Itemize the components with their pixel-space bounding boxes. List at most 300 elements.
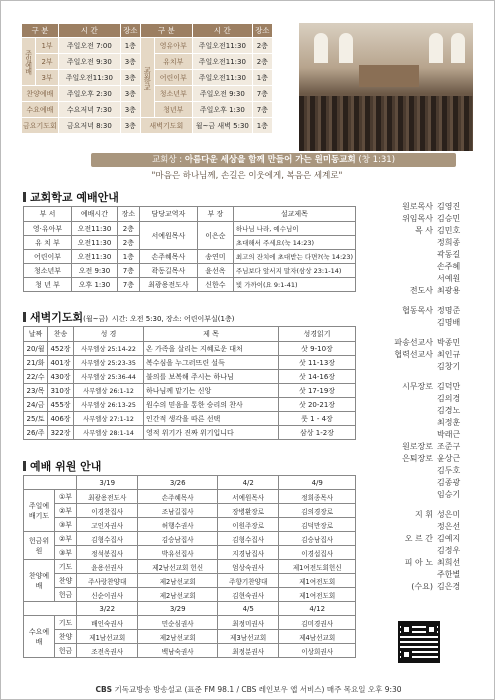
date-row xyxy=(24,476,356,490)
table-cell: 조전옥권사 xyxy=(77,644,138,658)
table-cell: 24/금 xyxy=(24,398,48,412)
table-cell: 정석봉집사 xyxy=(77,546,138,560)
column-header: 성경읽기 xyxy=(279,327,356,342)
staff-row xyxy=(367,285,460,297)
staff-role xyxy=(367,261,437,273)
table-cell: 서예원목사 xyxy=(139,222,197,250)
staff-name: 최광용 xyxy=(437,286,461,295)
table-cell: 사무엘상 25:14-22 xyxy=(74,342,144,356)
table-row xyxy=(24,426,356,440)
staff-name: 김영진 xyxy=(437,202,461,211)
staff-row xyxy=(367,489,460,501)
table-cell: 최고의 잔치에 초대받는 다면?(눅 14:23) xyxy=(233,250,355,264)
staff-role xyxy=(367,237,437,249)
staff-name: 서예원 xyxy=(437,274,461,283)
service-label: 찬양예배 xyxy=(22,86,59,102)
staff-row xyxy=(367,225,460,237)
staff-name: 김종광 xyxy=(437,478,461,487)
table-cell: 김형수집사 xyxy=(217,532,278,546)
sanctuary-photo xyxy=(299,23,473,151)
header-time-2: 시 간 xyxy=(192,24,252,38)
staff-row xyxy=(367,405,460,417)
table-cell: 오후 1:30 xyxy=(71,278,117,292)
table-row xyxy=(24,616,356,630)
table-cell: 김덕만장로 xyxy=(279,518,356,532)
table-cell: 사무엘상 28:1-14 xyxy=(74,426,144,440)
staff-name: 김창기 xyxy=(437,362,461,371)
table-cell: 제1여전도회헌신 xyxy=(279,560,356,574)
staff-row xyxy=(367,201,460,213)
table-cell: 곽동길목사 xyxy=(139,264,197,278)
staff-role xyxy=(367,569,437,581)
table-cell: 지경남집사 xyxy=(217,546,278,560)
staff-row xyxy=(367,557,460,569)
staff-name: 김의경 xyxy=(437,394,461,403)
table-cell: 삿 17-19장 xyxy=(279,384,356,398)
staff-row xyxy=(367,521,460,533)
service-place: 1층 xyxy=(252,118,272,134)
staff-role: 파송선교사 xyxy=(394,338,433,347)
table-cell: 제2남선교회 xyxy=(138,588,218,602)
group-label: 찬양예배 xyxy=(24,560,55,602)
empty-cell xyxy=(24,602,77,616)
table-cell: 삿 11-13장 xyxy=(279,356,356,370)
date-cell: 4/12 xyxy=(279,602,356,616)
staff-name: 김명배 xyxy=(437,318,461,327)
table-cell: 배인숙권사 xyxy=(77,616,138,630)
table-cell: 손주혜목사 xyxy=(138,490,218,504)
staff-row xyxy=(367,381,460,393)
service-label: 수요예배 xyxy=(22,102,59,118)
table-cell: 온 가족을 살리는 지혜로운 대처 xyxy=(144,342,279,356)
staff-row xyxy=(367,349,460,361)
staff-name: 손주혜 xyxy=(437,262,461,271)
staff-name: 임승기 xyxy=(437,490,461,499)
table-cell: 이상희권사 xyxy=(279,644,356,658)
staff-row xyxy=(367,373,460,381)
table-cell: 2층 xyxy=(117,222,139,236)
service-time: 금요저녁 8:30 xyxy=(58,118,120,134)
service-label: 청년부 xyxy=(154,102,192,118)
table-cell: 제2남선교회 헌신 xyxy=(138,560,218,574)
table-cell: 빛 가까이(요 9:1-41) xyxy=(233,278,355,292)
table-cell: 최광용전도사 xyxy=(77,490,138,504)
header-place-2: 장소 xyxy=(252,24,272,38)
table-cell: 제2남선교회 xyxy=(138,574,218,588)
group-label: 주일예배 xyxy=(22,38,36,86)
table-cell: 이경섭집사 xyxy=(279,546,356,560)
service-place: 3층 xyxy=(120,118,140,134)
header-place: 장소 xyxy=(120,24,140,38)
staff-role: 지 휘 xyxy=(415,510,433,519)
service-time: 주일오후 2:30 xyxy=(58,86,120,102)
table-cell: 310장 xyxy=(48,384,74,398)
table-cell: 사무엘상 26:13-25 xyxy=(74,398,144,412)
date-row xyxy=(24,602,356,616)
service-time: 주일오전11:30 xyxy=(58,70,120,86)
staff-row xyxy=(367,429,460,441)
staff-row xyxy=(367,237,460,249)
table-cell: 삿 9-10장 xyxy=(279,342,356,356)
table-cell: 455장 xyxy=(48,398,74,412)
staff-row xyxy=(367,273,460,285)
table-row xyxy=(24,546,356,560)
table-cell: 윤선옥 xyxy=(197,264,233,278)
staff-role: 시무장로 xyxy=(402,382,433,391)
table-cell: 조남길집사 xyxy=(138,504,218,518)
staff-name: 정희종 xyxy=(437,238,461,247)
table-cell: 송연미 xyxy=(197,250,233,264)
staff-row xyxy=(367,477,460,489)
staff-role xyxy=(367,501,437,509)
table-cell: 영·유아부 xyxy=(24,222,72,236)
motto-text: 아름다운 세상을 함께 만들어 가는 원미동교회 xyxy=(184,155,356,165)
service-place: 3층 xyxy=(120,102,140,118)
staff-role xyxy=(367,273,437,285)
staff-name: 박래근 xyxy=(437,430,461,439)
table-cell: 삼상 1-2장 xyxy=(279,426,356,440)
service-time: 주일오전11:30 xyxy=(192,38,252,54)
staff-row xyxy=(367,453,460,465)
column-header: 찬송 xyxy=(48,327,74,342)
service-place: 1층 xyxy=(120,38,140,54)
table-cell: 하나님께 맡기는 신앙 xyxy=(144,384,279,398)
table-cell: 오전11:30 xyxy=(71,222,117,236)
table-cell: 사무엘상 25:23-35 xyxy=(74,356,144,370)
cbs-logo: CBS xyxy=(95,685,113,694)
staff-row xyxy=(367,393,460,405)
group-label: 헌금위원 xyxy=(24,532,55,560)
staff-role xyxy=(367,249,437,261)
table-cell: 제3남선교회 xyxy=(217,630,278,644)
staff-role xyxy=(367,317,437,329)
staff-name: 정명준 xyxy=(437,306,461,315)
service-place: 2층 xyxy=(252,54,272,70)
table-cell: 23/목 xyxy=(24,384,48,398)
table-cell: 엄상숙권사 xyxy=(217,560,278,574)
table-cell: 22/수 xyxy=(24,370,48,384)
table-cell: 복수심을 누그러뜨린 설득 xyxy=(144,356,279,370)
staff-row xyxy=(367,213,460,225)
staff-row xyxy=(367,465,460,477)
table-cell: 이경찬집사 xyxy=(77,504,138,518)
staff-name: 주한별 xyxy=(437,570,461,579)
staff-role: (수요) xyxy=(411,582,433,591)
service-label: 3부 xyxy=(36,70,59,86)
table-row xyxy=(24,412,356,426)
table-cell: 제1여전도회 xyxy=(279,574,356,588)
empty-cell xyxy=(24,476,77,490)
service-label: 금요기도회 xyxy=(22,118,59,134)
column-header: 성 경 xyxy=(74,327,144,342)
table-cell: 주님보다 앞서지 말자(삼상 23:1-14) xyxy=(233,264,355,278)
table-cell: 허행수권사 xyxy=(138,518,218,532)
staff-name: 성은미 xyxy=(437,510,461,519)
date-cell: 3/22 xyxy=(77,602,138,616)
table-cell: 손주혜목사 xyxy=(139,250,197,264)
table-row xyxy=(24,222,356,236)
staff-row xyxy=(367,509,460,521)
school-section-title: 교회학교 예배안내 xyxy=(23,189,119,205)
table-cell: 유 치 부 xyxy=(24,236,72,250)
column-header: 부 장 xyxy=(197,207,233,222)
worship-schedule xyxy=(21,23,473,151)
table-row xyxy=(24,342,356,356)
staff-role xyxy=(367,405,437,417)
service-place: 2층 xyxy=(252,38,272,54)
service-label: 어린이부 xyxy=(154,70,192,86)
table-cell: 영적 위기가 진짜 위기입니다 xyxy=(144,426,279,440)
staff-row xyxy=(367,305,460,317)
table-row xyxy=(24,370,356,384)
sub-label: 찬양 xyxy=(55,630,77,644)
service-place: 3층 xyxy=(120,86,140,102)
service-time: 월~금 새벽 5:30 xyxy=(192,118,252,134)
table-row xyxy=(24,644,356,658)
table-cell: 322장 xyxy=(48,426,74,440)
service-place: 1층 xyxy=(252,70,272,86)
table-cell: 김승남집사 xyxy=(279,532,356,546)
group-label: 주일예배기도 xyxy=(24,490,55,532)
staff-name: 김은경 xyxy=(437,582,461,591)
table-row xyxy=(24,574,356,588)
staff-role xyxy=(367,477,437,489)
staff-row xyxy=(367,337,460,349)
staff-row xyxy=(367,501,460,509)
table-cell: 인간적 생각을 따른 선택 xyxy=(144,412,279,426)
table-cell: 원수의 믿음을 통한 승리의 찬사 xyxy=(144,398,279,412)
staff-role xyxy=(367,393,437,405)
staff-role: 협동목사 xyxy=(402,306,433,315)
motto-ref: (창 1:31) xyxy=(358,155,396,165)
table-row xyxy=(24,518,356,532)
dawn-table xyxy=(23,326,356,440)
worship-schedule-table xyxy=(21,23,273,134)
table-cell: 406장 xyxy=(48,412,74,426)
table-cell: 신한수 xyxy=(197,278,233,292)
table-cell: 불의를 보복해 주시는 하나님 xyxy=(144,370,279,384)
staff-role: 피 아 노 xyxy=(404,558,433,567)
table-cell: 민순심권사 xyxy=(138,616,218,630)
service-time: 주일오전 7:00 xyxy=(58,38,120,54)
staff-role: 전도사 xyxy=(409,286,433,295)
duty-table xyxy=(23,475,356,658)
staff-row xyxy=(367,533,460,545)
staff-row xyxy=(367,329,460,337)
service-place: 3층 xyxy=(120,70,140,86)
table-row xyxy=(24,356,356,370)
service-label: 유치부 xyxy=(154,54,192,70)
table-cell: 고인자권사 xyxy=(77,518,138,532)
staff-name: 김정우 xyxy=(437,546,461,555)
sub-label: 기도 xyxy=(55,616,77,630)
table-cell: 청소년부 xyxy=(24,264,72,278)
table-cell: 1층 xyxy=(117,250,139,264)
staff-role: 원로장로 xyxy=(402,442,433,451)
table-cell: 청 년 부 xyxy=(24,278,72,292)
service-time: 주일오후 1:30 xyxy=(192,102,252,118)
table-cell: 사무엘상 25:36-44 xyxy=(74,370,144,384)
church-motto xyxy=(91,153,456,167)
staff-name: 곽동길 xyxy=(437,250,461,259)
table-cell: 사무엘상 27:1-12 xyxy=(74,412,144,426)
church-slogan: "마음은 하나님께, 손길은 이웃에게, 복음은 세계로" xyxy=(151,171,343,181)
table-cell: 윤용선권사 xyxy=(77,560,138,574)
service-label: 영유아부 xyxy=(154,38,192,54)
school-table xyxy=(23,206,356,292)
staff-row xyxy=(367,297,460,305)
table-cell: 룻 1 - 4장 xyxy=(279,412,356,426)
service-time: 주일오전11:30 xyxy=(192,54,252,70)
table-cell: 최광용전도사 xyxy=(139,278,197,292)
table-cell: 김의경장로 xyxy=(279,504,356,518)
column-header: 설교제목 xyxy=(233,207,355,222)
table-cell: 초대해서 주세요(눅 14:23) xyxy=(233,236,355,250)
column-header: 장소 xyxy=(117,207,139,222)
table-cell: 2층 xyxy=(117,236,139,250)
dawn-note: 시간: 오전 5:30, 장소: 어린이부실(1층) xyxy=(111,315,235,323)
footer-text: 기독교방송 방송설교 (표준 FM 98.1 / CBS 레인보우 앱 서비스) 매주 목요일 오후 9:30 xyxy=(114,685,402,694)
table-cell: 오전 9:30 xyxy=(71,264,117,278)
table-cell: 오전11:30 xyxy=(71,236,117,250)
service-time: 주일오전 9:30 xyxy=(58,54,120,70)
table-cell: 25/토 xyxy=(24,412,48,426)
table-cell: 김현숙권사 xyxy=(217,588,278,602)
dawn-section-title: 새벽기도회(월~금) 시간: 오전 5:30, 장소: 어린이부실(1층) xyxy=(23,309,234,325)
staff-name: 김덕만 xyxy=(437,382,461,391)
table-cell: 신순이권사 xyxy=(77,588,138,602)
table-row xyxy=(24,560,356,574)
staff-name: 정은선 xyxy=(437,522,461,531)
staff-row xyxy=(367,569,460,581)
staff-name: 김경노 xyxy=(437,406,461,415)
date-cell: 3/19 xyxy=(77,476,138,490)
table-row xyxy=(24,630,356,644)
sub-label: 헌금 xyxy=(55,588,77,602)
staff-row xyxy=(367,545,460,557)
table-cell: 최정미권사 xyxy=(217,616,278,630)
table-cell: 제1남선교회 xyxy=(77,630,138,644)
table-cell: 하나님 나라, 예수님이 xyxy=(233,222,355,236)
table-cell: 21/화 xyxy=(24,356,48,370)
service-time: 주일오전 9:30 xyxy=(192,86,252,102)
table-cell: 장병환장로 xyxy=(217,504,278,518)
staff-row xyxy=(367,317,460,329)
table-row xyxy=(24,588,356,602)
header-time: 시 간 xyxy=(58,24,120,38)
staff-name: 박종민 xyxy=(437,338,461,347)
table-row xyxy=(24,504,356,518)
column-header: 부 서 xyxy=(24,207,72,222)
staff-name: 김민호 xyxy=(437,226,461,235)
staff-row xyxy=(367,417,460,429)
staff-role xyxy=(367,545,437,557)
staff-role xyxy=(367,465,437,477)
table-cell: 사무엘상 26:1-12 xyxy=(74,384,144,398)
staff-name: 조준구 xyxy=(437,442,461,451)
table-cell: 어린이부 xyxy=(24,250,72,264)
staff-role xyxy=(367,521,437,533)
staff-name: 최인규 xyxy=(437,350,461,359)
staff-role xyxy=(367,417,437,429)
sub-label: 헌금 xyxy=(55,644,77,658)
header-division: 구 분 xyxy=(22,24,59,38)
staff-name: 윤상근 xyxy=(437,454,461,463)
table-cell: 김승남집사 xyxy=(138,532,218,546)
broadcast-footer xyxy=(1,684,495,695)
service-label: 청소년부 xyxy=(154,86,192,102)
table-cell: 7층 xyxy=(117,264,139,278)
service-place: 7층 xyxy=(252,102,272,118)
column-header: 제 목 xyxy=(144,327,279,342)
date-cell: 3/26 xyxy=(138,476,218,490)
table-cell: 7층 xyxy=(117,278,139,292)
table-cell: 김형수집사 xyxy=(77,532,138,546)
staff-row xyxy=(367,261,460,273)
table-cell: 주사랑찬양대 xyxy=(77,574,138,588)
staff-list xyxy=(367,201,460,593)
table-row xyxy=(24,384,356,398)
table-cell: 452장 xyxy=(48,342,74,356)
table-cell: 제2남선교회 xyxy=(138,630,218,644)
staff-role xyxy=(367,429,437,441)
staff-role: 협력선교사 xyxy=(394,350,433,359)
table-cell: 제1여전도회 xyxy=(279,588,356,602)
qr-code[interactable] xyxy=(398,621,440,663)
service-label: 새벽기도회 xyxy=(140,118,192,134)
staff-row xyxy=(367,249,460,261)
group-label: 교회학교 xyxy=(140,38,154,118)
table-row xyxy=(24,490,356,504)
date-cell: 4/5 xyxy=(217,602,278,616)
staff-role xyxy=(367,489,437,501)
staff-name: 김두호 xyxy=(437,466,461,475)
table-cell: 제4남선교회 xyxy=(279,630,356,644)
date-cell: 3/29 xyxy=(138,602,218,616)
staff-role: 목 사 xyxy=(415,226,433,235)
staff-name: 최정훈 xyxy=(437,418,461,427)
table-cell: 26/주 xyxy=(24,426,48,440)
staff-role: 위임목사 xyxy=(402,214,433,223)
column-header: 예배시간 xyxy=(71,207,117,222)
staff-name: 김예지 xyxy=(437,534,461,543)
table-cell: 정희종목사 xyxy=(279,490,356,504)
sub-label: ②부 xyxy=(55,532,77,546)
table-cell: 김미경권사 xyxy=(279,616,356,630)
table-cell: 백남숙권사 xyxy=(138,644,218,658)
staff-name: 최희선 xyxy=(437,558,461,567)
table-row xyxy=(24,250,356,264)
staff-name: 김승민 xyxy=(437,214,461,223)
table-cell: 삿 20-21장 xyxy=(279,398,356,412)
sub-label: ②부 xyxy=(55,504,77,518)
sub-label: 기도 xyxy=(55,560,77,574)
sub-label: ③부 xyxy=(55,518,77,532)
service-label: 1부 xyxy=(36,38,59,54)
table-cell: 20/월 xyxy=(24,342,48,356)
column-header: 날짜 xyxy=(24,327,48,342)
table-row xyxy=(24,532,356,546)
staff-role: 원로목사 xyxy=(402,202,433,211)
table-row xyxy=(24,398,356,412)
schedule-row xyxy=(22,38,273,54)
service-time: 주일오전11:30 xyxy=(192,70,252,86)
staff-role xyxy=(367,361,437,373)
table-cell: 최정분권사 xyxy=(217,644,278,658)
table-cell: 서예원목사 xyxy=(217,490,278,504)
table-cell: 박유선집사 xyxy=(138,546,218,560)
sub-label: ③부 xyxy=(55,546,77,560)
